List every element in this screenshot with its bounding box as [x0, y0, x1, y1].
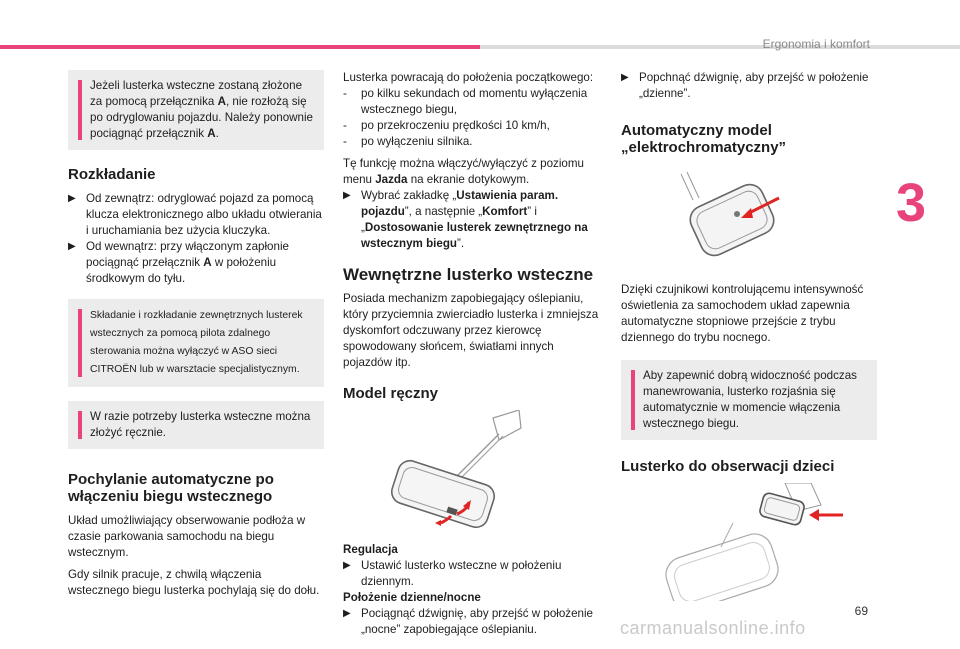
subheading-polozenie: Położenie dzienne/nocne — [343, 591, 481, 604]
bullet-item: ▶ Od wewnątrz: przy włączonym zapłonie pociągnąć przełącznik A w położeniu środkowym do tyłu. — [68, 240, 289, 285]
heading-model-reczny: Model ręczny — [343, 385, 439, 402]
bullet-item: ▶ Popchnąć dźwignię, aby przejść w położenie „dzienne”. — [621, 71, 869, 100]
bullet-icon: ▶ — [343, 190, 351, 201]
dash-item: - po kilku sekundach od momentu wyłączenia wstecznego biegu, — [343, 87, 588, 116]
header-divider — [480, 45, 960, 49]
bullet-icon: ▶ — [68, 241, 76, 252]
child-mirror-illustration — [621, 483, 877, 601]
column-left — [68, 70, 324, 605]
manual-mirror-illustration — [343, 410, 605, 532]
bullet-item: ▶ Pociągnąć dźwignię, aby przejść w położenie „nocne” zapobiegające oślepianiu. — [343, 607, 594, 636]
bullet-item: ▶ Ustawić lusterko wsteczne w położeniu dziennym. — [343, 559, 562, 588]
bullet-icon: ▶ — [68, 193, 76, 204]
info-note: W razie potrzeby lusterka wsteczne można złożyć ręcznie. — [68, 401, 324, 449]
watermark: carmanualsonline.info — [620, 618, 806, 638]
heading-lusterko-dzieci: Lusterko do obserwacji dzieci — [621, 458, 835, 475]
info-note: Jeżeli lusterka wsteczne zostaną złożone za pomocą przełącznika A, nie rozłożą się po odryglowaniu pojazdu. Należy ponownie pociągnąć przełącznik A. — [68, 70, 324, 150]
dash-item: - po przekroczeniu prędkości 10 km/h, — [343, 119, 550, 132]
bullet-item: ▶ Wybrać zakładkę „Ustawienia param. pojazdu”, a następnie „Komfort” i „Dostosowanie lusterek zewnętrznego na wstecznym biegu”. — [343, 189, 588, 250]
heading-pochylanie: Pochylanie automatyczne po włączeniu biegu wstecznego — [68, 471, 274, 505]
paragraph: Posiada mechanizm zapobiegający oślepianiu, który przyciemnia zwierciadło lusterka i zmniejsza dyskomfort odczuwany przez kierowcę spowodowany słońcem, światłami innych pojazdów itp. — [343, 292, 599, 369]
bullet-icon: ▶ — [343, 560, 351, 571]
header-accent-bar — [0, 45, 480, 49]
bullet-icon: ▶ — [343, 608, 351, 619]
heading-wewnetrzne: Wewnętrzne lusterko wsteczne — [343, 265, 594, 284]
info-note: Składanie i rozkładanie zewnętrznych lusterek wstecznych za pomocą pilota zdalnego sterowania można wyłączyć w ASO sieci CITROËN lub w warsztacie specjalistycznym. — [68, 299, 324, 387]
electrochromic-mirror-illustration — [621, 164, 877, 272]
subheading-regulacja: Regulacja — [343, 543, 398, 556]
column-middle — [343, 70, 605, 638]
paragraph: Układ umożliwiający obserwowanie podłoża w czasie parkowania samochodu na biegu wstecznym. — [68, 514, 306, 559]
bullet-icon: ▶ — [621, 72, 629, 83]
heading-automatyczny: Automatyczny model „elektrochromatyczny” — [621, 122, 787, 156]
column-right — [621, 70, 877, 611]
paragraph: Gdy silnik pracuje, z chwilą włączenia wstecznego biegu lusterka pochylają się do dołu. — [68, 568, 320, 597]
paragraph: Lusterka powracają do położenia początkowego: — [343, 71, 594, 84]
chapter-number: 3 — [896, 173, 927, 233]
paragraph: Tę funkcję można włączyć/wyłączyć z poziomu menu Jazda na ekranie dotykowym. — [343, 157, 584, 186]
dash-item: - po wyłączeniu silnika. — [343, 135, 473, 148]
heading-rozkladanie: Rozkładanie — [68, 166, 156, 183]
section-title: Ergonomia i komfort — [762, 37, 870, 51]
page-number: 69 — [854, 604, 868, 618]
bullet-item: ▶ Od zewnątrz: odryglować pojazd za pomocą klucza elektronicznego albo układu otwierania i uruchamiania bez użycia kluczyka. — [68, 192, 322, 237]
info-note: Aby zapewnić dobrą widoczność podczas manewrowania, lusterko rozjaśnia się automatycznie w momencie włączenia wstecznego biegu. — [621, 360, 877, 440]
paragraph: Dzięki czujnikowi kontrolującemu intensywność oświetlenia za samochodem układ zapewnia automatyczne stopniowe przejście z trybu dziennego do trybu nocnego. — [621, 283, 864, 344]
